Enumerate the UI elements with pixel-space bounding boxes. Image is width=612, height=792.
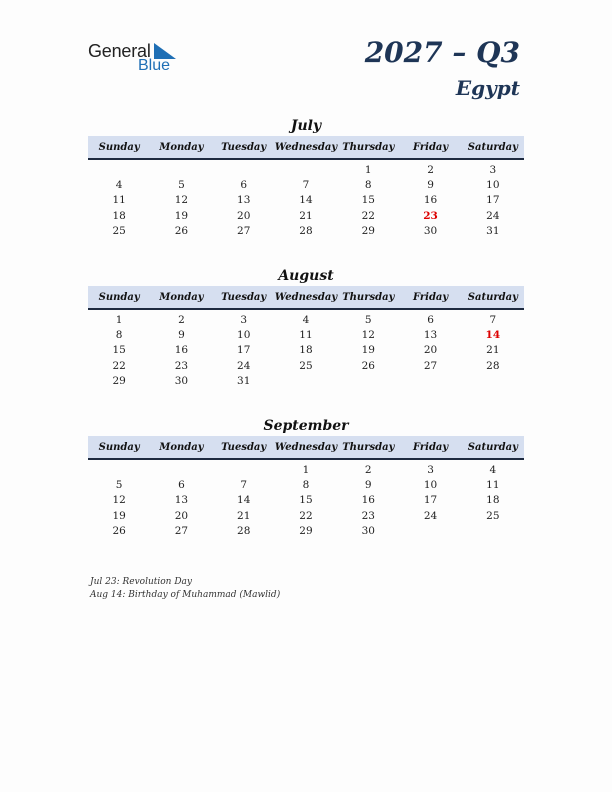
day-cell: 6 xyxy=(240,179,248,192)
holiday-day-cell: 14 xyxy=(485,329,501,342)
weekday-label: Wednesday xyxy=(274,141,338,153)
day-cell: 3 xyxy=(240,313,248,326)
day-cell: 15 xyxy=(112,344,126,357)
day-cell: 18 xyxy=(299,344,313,357)
day-cell: 22 xyxy=(299,509,313,522)
day-cell: 22 xyxy=(361,209,375,222)
weekday-label: Sunday xyxy=(98,291,140,303)
day-cell: 4 xyxy=(302,313,310,326)
weekday-label: Thursday xyxy=(342,141,395,153)
weekday-header xyxy=(88,286,524,310)
day-cell: 28 xyxy=(237,525,251,538)
day-cell: 21 xyxy=(299,209,313,222)
day-cell: 29 xyxy=(112,375,126,388)
day-cell: 2 xyxy=(427,163,434,176)
day-cell: 11 xyxy=(112,194,126,207)
day-cell: 16 xyxy=(361,494,375,507)
day-cell: 19 xyxy=(112,509,126,522)
holiday-note: Aug 14: Birthday of Muhammad (Mawlid) xyxy=(90,590,281,600)
holiday-day-cell: 23 xyxy=(423,209,438,222)
logo xyxy=(88,40,188,76)
day-cell: 10 xyxy=(237,329,251,342)
month-title: September xyxy=(263,418,349,434)
day-cell: 12 xyxy=(174,194,189,207)
day-cell: 26 xyxy=(361,359,375,372)
weekday-label: Friday xyxy=(412,141,449,153)
day-cell: 3 xyxy=(427,463,434,476)
day-cell: 4 xyxy=(115,179,123,192)
weekday-label: Friday xyxy=(412,441,449,453)
day-cell: 24 xyxy=(486,209,500,222)
day-cell: 25 xyxy=(299,359,313,372)
day-grid xyxy=(88,462,524,539)
day-cell: 5 xyxy=(115,479,123,492)
day-cell: 21 xyxy=(486,344,500,357)
day-cell: 30 xyxy=(174,375,189,388)
week-row xyxy=(88,162,524,177)
day-cell: 11 xyxy=(486,479,500,492)
week-row xyxy=(88,374,524,389)
day-cell: 31 xyxy=(486,225,500,238)
day-cell: 7 xyxy=(240,479,248,492)
day-cell: 19 xyxy=(174,209,189,222)
weekday-label: Wednesday xyxy=(274,441,338,453)
week-row xyxy=(88,524,524,539)
day-cell: 1 xyxy=(302,463,310,476)
day-cell: 15 xyxy=(299,494,313,507)
day-cell: 20 xyxy=(237,209,251,222)
day-cell: 10 xyxy=(486,179,500,192)
weekday-header xyxy=(88,136,524,160)
day-cell: 5 xyxy=(364,313,372,326)
day-cell: 5 xyxy=(178,179,185,192)
day-cell: 8 xyxy=(364,179,372,192)
weekday-label: Saturday xyxy=(467,441,518,453)
day-cell: 24 xyxy=(423,509,438,522)
day-cell: 26 xyxy=(174,225,189,238)
holiday-notes xyxy=(90,576,280,602)
day-cell: 28 xyxy=(299,225,313,238)
day-cell: 20 xyxy=(423,344,438,357)
day-cell: 6 xyxy=(178,479,185,492)
day-cell: 13 xyxy=(237,194,251,207)
day-cell: 30 xyxy=(423,225,438,238)
day-cell: 3 xyxy=(489,163,497,176)
day-cell: 23 xyxy=(361,509,375,522)
day-cell: 8 xyxy=(115,329,123,342)
day-cell: 27 xyxy=(174,525,189,538)
day-cell: 29 xyxy=(299,525,313,538)
day-cell: 13 xyxy=(174,494,189,507)
week-row xyxy=(88,312,524,327)
day-grid xyxy=(88,162,524,239)
day-cell: 27 xyxy=(237,225,251,238)
weekday-label: Tuesday xyxy=(221,441,267,453)
day-cell: 25 xyxy=(486,509,500,522)
week-row xyxy=(88,177,524,192)
day-cell: 7 xyxy=(489,313,497,326)
day-cell: 30 xyxy=(361,525,375,538)
day-cell: 29 xyxy=(361,225,375,238)
month-july xyxy=(88,116,524,239)
day-cell: 2 xyxy=(364,463,372,476)
month-title: August xyxy=(278,268,334,284)
day-cell: 21 xyxy=(237,509,251,522)
day-cell: 27 xyxy=(423,359,438,372)
day-cell: 19 xyxy=(361,344,375,357)
logo-general-text: General xyxy=(88,41,151,61)
weekday-label: Monday xyxy=(159,141,204,153)
page-title: 2027 – Q3 xyxy=(364,36,520,69)
day-cell: 16 xyxy=(423,194,438,207)
week-row xyxy=(88,493,524,508)
day-cell: 12 xyxy=(361,329,375,342)
day-cell: 23 xyxy=(174,359,189,372)
day-cell: 11 xyxy=(299,329,313,342)
week-row xyxy=(88,462,524,477)
day-cell: 22 xyxy=(112,359,126,372)
week-row xyxy=(88,508,524,523)
day-cell: 31 xyxy=(237,375,251,388)
day-cell: 2 xyxy=(178,313,185,326)
day-cell: 14 xyxy=(237,494,251,507)
logo-blue-text: Blue xyxy=(138,57,171,74)
day-cell: 6 xyxy=(427,313,434,326)
day-cell: 9 xyxy=(178,329,185,342)
weekday-label: Saturday xyxy=(467,141,518,153)
weekday-label: Monday xyxy=(159,291,204,303)
day-cell: 9 xyxy=(427,179,434,192)
day-cell: 24 xyxy=(237,359,251,372)
weekday-label: Saturday xyxy=(467,291,518,303)
country-name: Egypt xyxy=(455,76,520,100)
week-row xyxy=(88,477,524,492)
weekday-label: Friday xyxy=(412,291,449,303)
week-row xyxy=(88,343,524,358)
weekday-label: Sunday xyxy=(98,441,140,453)
week-row xyxy=(88,193,524,208)
day-cell: 20 xyxy=(174,509,189,522)
day-cell: 25 xyxy=(112,225,126,238)
day-cell: 18 xyxy=(112,209,126,222)
day-cell: 8 xyxy=(302,479,310,492)
week-row xyxy=(88,327,524,342)
day-cell: 28 xyxy=(486,359,500,372)
day-cell: 7 xyxy=(302,179,310,192)
weekday-label: Tuesday xyxy=(221,291,267,303)
day-cell: 26 xyxy=(112,525,126,538)
week-row xyxy=(88,208,524,223)
day-cell: 1 xyxy=(364,163,372,176)
day-cell: 17 xyxy=(423,494,438,507)
weekday-label: Sunday xyxy=(98,141,140,153)
day-cell: 12 xyxy=(112,494,126,507)
month-august xyxy=(88,266,524,389)
week-row xyxy=(88,358,524,373)
week-row xyxy=(88,224,524,239)
day-cell: 4 xyxy=(489,463,497,476)
day-cell: 10 xyxy=(423,479,438,492)
day-cell: 18 xyxy=(486,494,500,507)
holiday-note: Jul 23: Revolution Day xyxy=(90,577,193,587)
weekday-label: Monday xyxy=(159,441,204,453)
weekday-label: Wednesday xyxy=(274,291,338,303)
day-cell: 9 xyxy=(364,479,372,492)
day-grid xyxy=(88,312,524,389)
month-title: July xyxy=(290,118,322,134)
month-september xyxy=(88,416,524,539)
weekday-label: Tuesday xyxy=(221,141,267,153)
weekday-label: Thursday xyxy=(342,441,395,453)
day-cell: 14 xyxy=(299,194,313,207)
weekday-header xyxy=(88,436,524,460)
day-cell: 16 xyxy=(174,344,189,357)
weekday-label: Thursday xyxy=(342,291,395,303)
day-cell: 1 xyxy=(115,313,123,326)
day-cell: 15 xyxy=(361,194,375,207)
day-cell: 13 xyxy=(423,329,438,342)
day-cell: 17 xyxy=(237,344,251,357)
day-cell: 17 xyxy=(486,194,500,207)
